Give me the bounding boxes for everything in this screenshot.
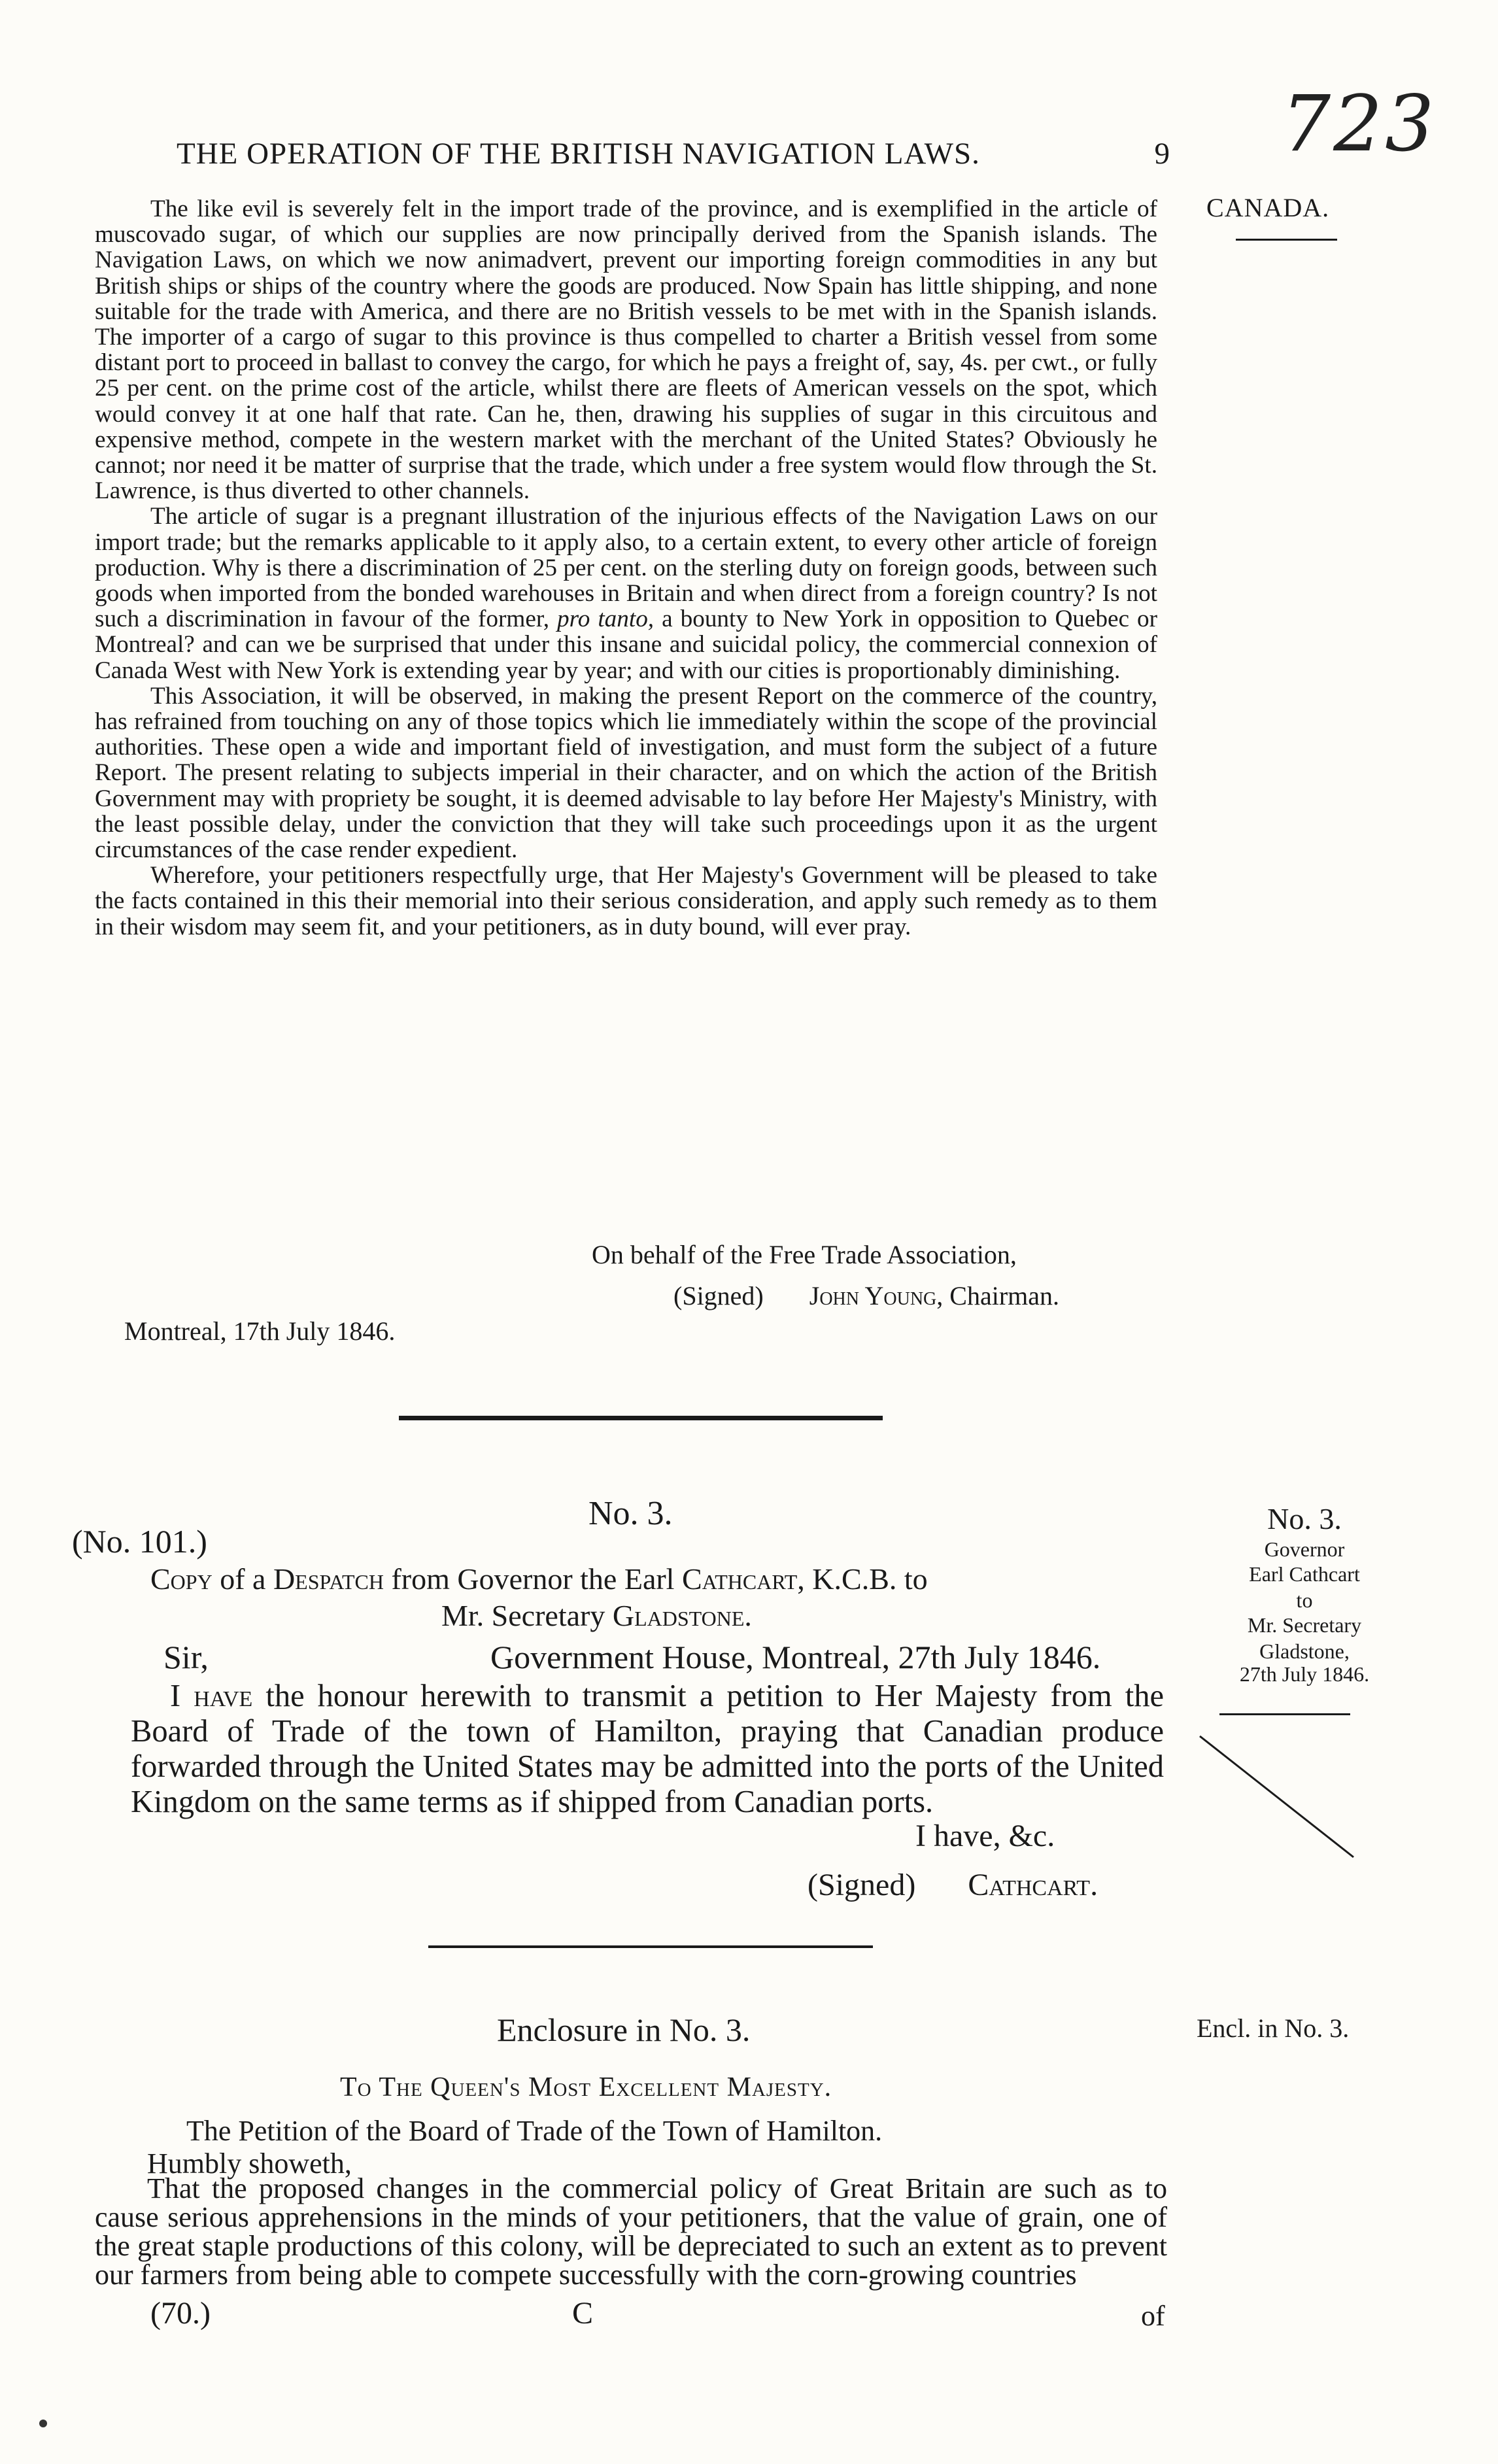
- despatch-title: [111, 1561, 1144, 1634]
- despatch-paragraph: [131, 1679, 1164, 1820]
- behalf-line: On behalf of the Free Trade Association,: [592, 1240, 1017, 1269]
- title-from: from Governor the Earl: [391, 1562, 675, 1596]
- despatch-body: [131, 1679, 1164, 1820]
- petition-body: [95, 2174, 1167, 2289]
- memorial-body: [95, 196, 1157, 940]
- title-despatch: Despatch: [273, 1562, 384, 1596]
- paragraph-sugar-trade: The like evil is severely felt in the import trade of the province, and is exemplified in the article of muscovado sugar, of which our supplies are now principally derived from the Spanish islands. The Navigation Laws, on which we now animadvert, prevent our importing foreign commodities in any but British ships or ships of the country where the goods are produced. Now Spain has little shipping, and none suitable for the trade with America, and there are no British vessels to be met with in the Spanish islands. The importer of a cargo of sugar to this province is thus compelled to charter a British vessel from some distant port to proceed in ballast to convey the cargo, for which he pays a freight of, say, 4s. per cwt., or fully 25 per cent. on the prime cost of the article, whilst there are fleets of American vessels on the spot, which would convey it at one half that rate. Can he, then, drawing his supplies of sugar in this circuitous and expensive method, compete in the western market with the merchant of the United States? Obviously he cannot; nor need it be matter of surprise that the trade, which under a free system would flow through the St. Lawrence, is thus diverted to other channels.: [95, 196, 1157, 505]
- section-divider: [399, 1416, 883, 1420]
- margin-rule: [1219, 1713, 1350, 1715]
- margin-earl: Earl Cathcart: [1249, 1562, 1360, 1586]
- margin-encl: Encl. in No. 3.: [1197, 2013, 1350, 2043]
- title-cathcart: Cathcart,: [681, 1562, 805, 1596]
- paragraph-sugar-illustration: [95, 504, 1157, 683]
- page-number: 9: [1154, 137, 1170, 171]
- signed-label: (Signed): [808, 1868, 916, 1902]
- title-gladstone: Gladstone.: [612, 1599, 752, 1632]
- despatch-title-line1: [111, 1561, 1144, 1598]
- closing-ihave: I have, &c.: [915, 1819, 1055, 1853]
- title-copy: Copy: [150, 1562, 213, 1596]
- margin-governor: Governor: [1264, 1537, 1345, 1561]
- footer-catchword: of: [1141, 2300, 1165, 2332]
- signer-name: John Young,: [809, 1281, 944, 1310]
- enclosure-divider: [428, 1945, 873, 1948]
- despatch-signature: [808, 1867, 1098, 1903]
- margin-to: to: [1296, 1588, 1313, 1612]
- salutation: Sir,: [163, 1639, 209, 1675]
- humbly-showeth: Humbly showeth,: [147, 2147, 352, 2180]
- margin-gladstone: Gladstone,: [1259, 1639, 1350, 1663]
- margin-pointer-line: [1197, 1733, 1360, 1864]
- paragraph-text: a bounty to New York in opposition to Quebec or Montreal? and can we be surprised that under this insane and suicidal policy, the commercial connexion of Canada West with New York is extending year by year; and with our cities is proportionably diminishing.: [95, 606, 1158, 684]
- running-head: [177, 136, 1170, 171]
- despatch-place-date: Government House, Montreal, 27th July 1846.: [490, 1639, 1101, 1675]
- despatch-ref: (No. 101.): [72, 1523, 207, 1560]
- memorial-dateline: Montreal, 17th July 1846.: [124, 1316, 396, 1346]
- despatch-title-line2: [111, 1598, 1144, 1634]
- signer-title: Chairman.: [949, 1281, 1060, 1310]
- despatch-text: the honour herewith to transmit a petition to Her Majesty from the Board of Trade of the town of Hamilton, praying that Canadian produce forwarded through the United States may be admitted into the ports of the United Kingdom on the same terms as if shipped from Canadian ports.: [131, 1679, 1165, 1819]
- ink-spot: [39, 2420, 47, 2427]
- title-kcb: K.C.B. to: [812, 1562, 928, 1596]
- margin-canada: CANADA.: [1206, 193, 1330, 222]
- despatch-heading: No. 3.: [588, 1495, 673, 1532]
- running-head-title: THE OPERATION OF THE BRITISH NAVIGATION LAWS.: [177, 137, 980, 171]
- address-to-queen: To The Queen's Most Excellent Majesty.: [340, 2072, 832, 2102]
- margin-canada-rule: [1236, 239, 1337, 241]
- latin-phrase: pro tanto,: [557, 606, 655, 633]
- paragraph-wherefore: Wherefore, your petitioners respectfully urge, that Her Majesty's Government will be pleased to take the facts contained in this their memorial into their serious consideration, and apply such remedy as to them in their wisdom may seem fit, and your petitioners, as in duty bound, will ever pray.: [95, 862, 1157, 940]
- despatch-signer: Cathcart.: [968, 1868, 1098, 1902]
- title-mr: Mr. Secretary: [441, 1599, 605, 1632]
- footer-signature-mark: C: [572, 2296, 594, 2331]
- paragraph-association: This Association, it will be observed, in making the present Report on the commerce of the country, has refrained from touching on any of those topics which lie immediately within the scope of the provincial authorities. These open a wide and important field of investigation, and must form the subject of a future Report. The present relating to subjects imperial in their character, and on which the action of the British Government may with propriety be sought, it is deemed advisable to lay before Her Majesty's Ministry, with the least possible delay, under the conviction that they will take such proceedings upon it as the urgent circumstances of the case render expedient.: [95, 682, 1157, 864]
- paragraph-text: The article of sugar is a pregnant illustration of the injurious effects of the Navigation Laws on our import trade; but the remarks applicable to it apply also, to a certain extent, to every other article of foreign production. Why is there a discrimination of 25 per cent. on the sterling duty on foreign goods, between such goods when imported from the bonded warehouses in Britain and when direct from a foreign country? Is not such a discrimination in favour of the former,: [95, 503, 1157, 633]
- margin-date: 27th July 1846.: [1239, 1662, 1370, 1686]
- handwritten-page-number: 723: [1282, 78, 1437, 169]
- petition-paragraph: That the proposed changes in the commercial policy of Great Britain are such as to cause serious apprehensions in the minds of your petitioners, that the value of grain, one of the great staple productions of this colony, will be depreciated to such an extent as to prevent our farmers from being able to compete successfully with the corn-growing countries: [95, 2172, 1167, 2291]
- footer-number: (70.): [150, 2296, 211, 2331]
- margin-mr-secretary: Mr. Secretary: [1247, 1613, 1362, 1637]
- margin-no3: No. 3.: [1267, 1502, 1342, 1535]
- enclosure-heading: Enclosure in No. 3.: [497, 2011, 751, 2048]
- petition-title: The Petition of the Board of Trade of the Town of Hamilton.: [186, 2115, 883, 2147]
- signed-label: (Signed): [673, 1281, 764, 1310]
- despatch-opening: I have: [170, 1679, 253, 1713]
- signature-line: [673, 1280, 1059, 1311]
- title-of-a: of a: [220, 1562, 266, 1596]
